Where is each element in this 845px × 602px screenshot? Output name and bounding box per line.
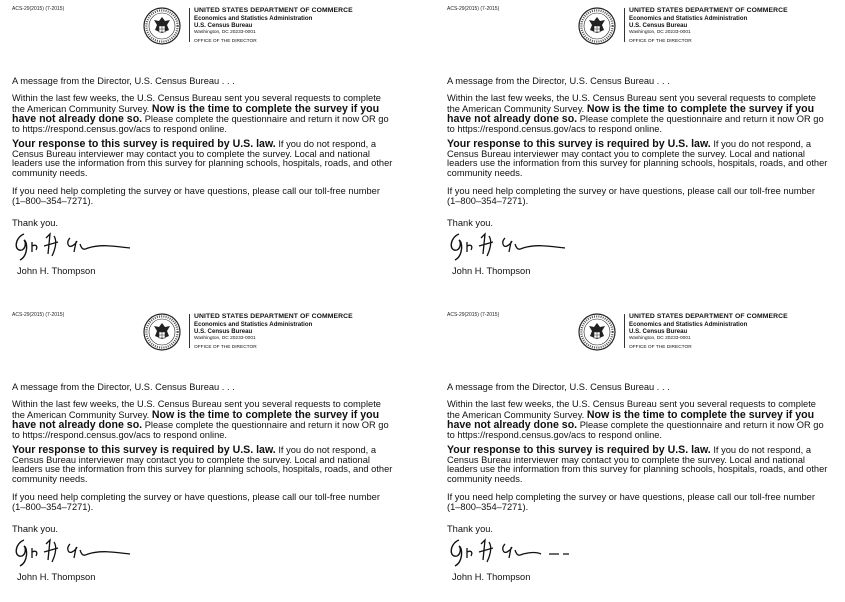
paragraph-legal-requirement: Your response to this survey is required by U.S. law. If you do not respond, a Census Bureau interviewer may contact you to complete the survey. Local and national leaders use the information from this survey for planning schools, hospitals, roads, and other community needs.	[12, 444, 393, 485]
paragraph-survey-request: Within the last few weeks, the U.S. Census Bureau sent you several requests to complete the American Community Survey. Now is the time to complete the survey if you have not already done so. Please complete the questionnaire and return it now OR go to https://respond.census.gov/acs to respond online.	[12, 93, 389, 135]
department-name: UNITED STATES DEPARTMENT OF COMMERCE	[194, 7, 353, 14]
office-name: OFFICE OF THE DIRECTOR	[194, 345, 257, 351]
form-number: ACS-29(2015) (7-2015)	[447, 312, 500, 318]
greeting: A message from the Director, U.S. Census Bureau . . .	[447, 76, 670, 86]
paragraph-survey-request: Within the last few weeks, the U.S. Census Bureau sent you several requests to complete the American Community Survey. Now is the time to complete the survey if you have not already done so. Please complete the questionnaire and return it now OR go to https://respond.census.gov/acs to respond online.	[447, 93, 824, 135]
letter-top-left	[12, 6, 407, 296]
signature-icon	[10, 228, 138, 262]
signature-name: John H. Thompson	[452, 266, 531, 276]
closing: Thank you.	[447, 218, 493, 228]
administration-name: Economics and Statistics Administration	[629, 320, 748, 328]
address: Washington, DC 20233-0001	[194, 29, 256, 35]
bureau-name: U.S. Census Bureau	[194, 327, 253, 335]
paragraph-help: If you need help completing the survey or have questions, please call our toll-free number (1–800–354–7271).	[12, 186, 380, 206]
signature-name: John H. Thompson	[17, 572, 96, 582]
closing: Thank you.	[12, 218, 58, 228]
letterhead-divider	[624, 314, 625, 348]
office-name: OFFICE OF THE DIRECTOR	[194, 39, 257, 45]
greeting: A message from the Director, U.S. Census Bureau . . .	[447, 382, 670, 392]
paragraph-help: If you need help completing the survey or have questions, please call our toll-free number (1–800–354–7271).	[447, 492, 815, 512]
signature-icon	[445, 228, 573, 262]
paragraph-survey-request: Within the last few weeks, the U.S. Census Bureau sent you several requests to complete the American Community Survey. Now is the time to complete the survey if you have not already done so. Please complete the questionnaire and return it now OR go to https://respond.census.gov/acs to respond online.	[447, 399, 824, 441]
department-name: UNITED STATES DEPARTMENT OF COMMERCE	[194, 313, 353, 320]
department-of-commerce-seal-icon	[142, 312, 182, 352]
paragraph-legal-requirement: Your response to this survey is required by U.S. law. If you do not respond, a Census Bureau interviewer may contact you to complete the survey. Local and national leaders use the information from this survey for planning schools, hospitals, roads, and other community needs.	[12, 138, 393, 179]
signature-name: John H. Thompson	[452, 572, 531, 582]
letterhead-divider	[189, 8, 190, 42]
letterhead	[194, 313, 353, 351]
department-name: UNITED STATES DEPARTMENT OF COMMERCE	[629, 313, 788, 320]
letter-bottom-left	[12, 312, 407, 602]
paragraph-legal-requirement: Your response to this survey is required by U.S. law. If you do not respond, a Census Bureau interviewer may contact you to complete the survey. Local and national leaders use the information from this survey for planning schools, hospitals, roads, and other community needs.	[447, 444, 828, 485]
paragraph-help: If you need help completing the survey or have questions, please call our toll-free number (1–800–354–7271).	[12, 492, 380, 512]
bureau-name: U.S. Census Bureau	[629, 21, 688, 29]
signature-icon	[10, 534, 138, 568]
paragraph-help: If you need help completing the survey or have questions, please call our toll-free number (1–800–354–7271).	[447, 186, 815, 206]
address: Washington, DC 20233-0001	[194, 335, 256, 341]
closing: Thank you.	[447, 524, 493, 534]
letterhead-divider	[189, 314, 190, 348]
department-name: UNITED STATES DEPARTMENT OF COMMERCE	[629, 7, 788, 14]
letter-top-right	[447, 6, 842, 296]
signature-name: John H. Thompson	[17, 266, 96, 276]
form-number: ACS-29(2015) (7-2015)	[12, 6, 65, 12]
department-of-commerce-seal-icon	[577, 6, 617, 46]
bureau-name: U.S. Census Bureau	[629, 327, 688, 335]
letterhead	[194, 7, 353, 45]
administration-name: Economics and Statistics Administration	[629, 14, 748, 22]
form-number: ACS-29(2015) (7-2015)	[12, 312, 65, 318]
closing: Thank you.	[12, 524, 58, 534]
signature-icon	[445, 534, 573, 568]
paragraph-legal-requirement: Your response to this survey is required by U.S. law. If you do not respond, a Census Bureau interviewer may contact you to complete the survey. Local and national leaders use the information from this survey for planning schools, hospitals, roads, and other community needs.	[447, 138, 828, 179]
greeting: A message from the Director, U.S. Census Bureau . . .	[12, 76, 235, 86]
administration-name: Economics and Statistics Administration	[194, 14, 313, 22]
letter-bottom-right	[447, 312, 842, 602]
office-name: OFFICE OF THE DIRECTOR	[629, 39, 692, 45]
letterhead-divider	[624, 8, 625, 42]
department-of-commerce-seal-icon	[577, 312, 617, 352]
letterhead	[629, 7, 788, 45]
department-of-commerce-seal-icon	[142, 6, 182, 46]
office-name: OFFICE OF THE DIRECTOR	[629, 345, 692, 351]
address: Washington, DC 20233-0001	[629, 335, 691, 341]
letterhead	[629, 313, 788, 351]
bureau-name: U.S. Census Bureau	[194, 21, 253, 29]
address: Washington, DC 20233-0001	[629, 29, 691, 35]
form-number: ACS-29(2015) (7-2015)	[447, 6, 500, 12]
paragraph-survey-request: Within the last few weeks, the U.S. Census Bureau sent you several requests to complete the American Community Survey. Now is the time to complete the survey if you have not already done so. Please complete the questionnaire and return it now OR go to https://respond.census.gov/acs to respond online.	[12, 399, 389, 441]
administration-name: Economics and Statistics Administration	[194, 320, 313, 328]
greeting: A message from the Director, U.S. Census Bureau . . .	[12, 382, 235, 392]
